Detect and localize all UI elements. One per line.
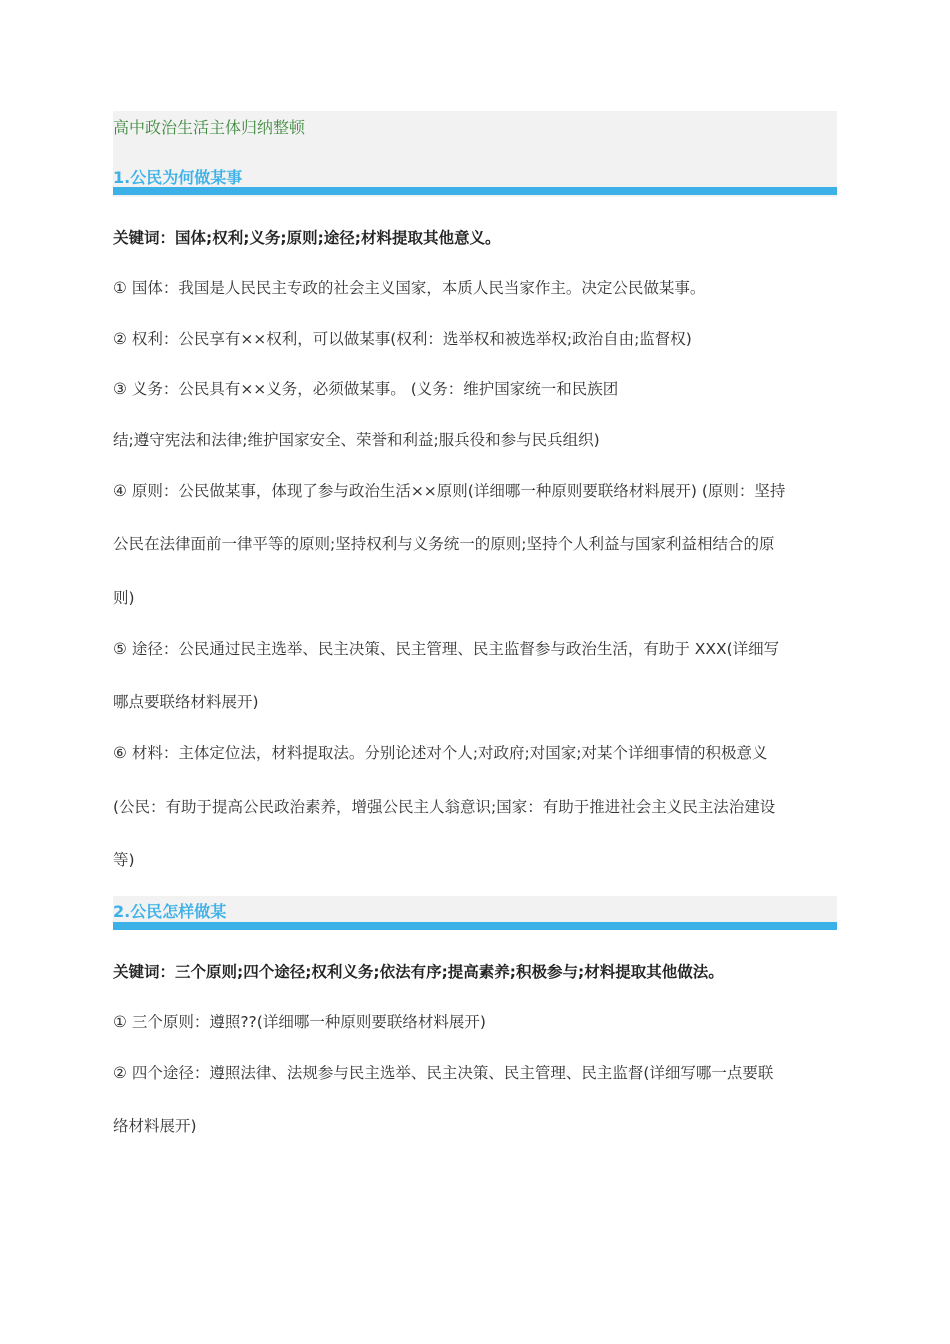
title-banner — [113, 111, 837, 197]
section-1-line: ④ 原则：公民做某事，体现了参与政治生活××原则(详细哪一种原则要联络材料展开) (原则：坚持 — [113, 482, 786, 500]
document-title: 高中政治生活主体归纳整顿 — [113, 118, 306, 137]
section-1-line: ① 国体：我国是人民民主专政的社会主义国家，本质人民当家作主。决定公民做某事。 — [113, 279, 706, 297]
section-2-keywords: 关键词：三个原则;四个途径;权利义务;依法有序;提高素养;积极参与;材料提取其他做法。 — [113, 963, 724, 981]
section-1-keywords: 关键词：国体;权利;义务;原则;途径;材料提取其他意义。 — [113, 229, 501, 247]
section-2-line: ② 四个途径：遵照法律、法规参与民主选举、民主决策、民主管理、民主监督(详细写哪一点要联 — [113, 1064, 774, 1082]
document-page — [113, 111, 837, 1135]
section-1-line: ⑤ 途径：公民通过民主选举、民主决策、民主管理、民主监督参与政治生活，有助于 XXX(详细写 — [113, 640, 780, 658]
section-1-line: ② 权利：公民享有××权利，可以做某事(权利：选举权和被选举权;政治自由;监督权) — [113, 330, 692, 348]
section-2-line: ① 三个原则：遵照??(详细哪一种原则要联络材料展开) — [113, 1013, 486, 1031]
section-2-heading: 2.公民怎样做某 — [113, 902, 227, 921]
section-1-line: ⑥ 材料：主体定位法，材料提取法。分别论述对个人;对政府;对国家;对某个详细事情的积极意义 — [113, 744, 768, 762]
section-1-line: ③ 义务：公民具有××义务，必须做某事。 (义务：维护国家统一和民族团 — [113, 380, 619, 398]
section-1-underline — [113, 187, 837, 195]
section-1-heading: 1.公民为何做某事 — [113, 168, 243, 187]
section-1-line: 等) — [113, 851, 135, 869]
section-1-line: 则) — [113, 589, 135, 607]
section-1-line: 公民在法律面前一律平等的原则;坚持权利与义务统一的原则;坚持个人利益与国家利益相结合的原 — [113, 535, 775, 553]
section-1-line: 结;遵守宪法和法律;维护国家安全、荣誉和利益;服兵役和参与民兵组织) — [113, 431, 600, 449]
section-1-line: 哪点要联络材料展开) — [113, 693, 259, 711]
section-1-line: (公民：有助于提高公民政治素养，增强公民主人翁意识;国家：有助于推进社会主义民主法治建设 — [113, 798, 776, 816]
section-2-line: 络材料展开) — [113, 1117, 197, 1135]
section-2-underline — [113, 922, 837, 930]
